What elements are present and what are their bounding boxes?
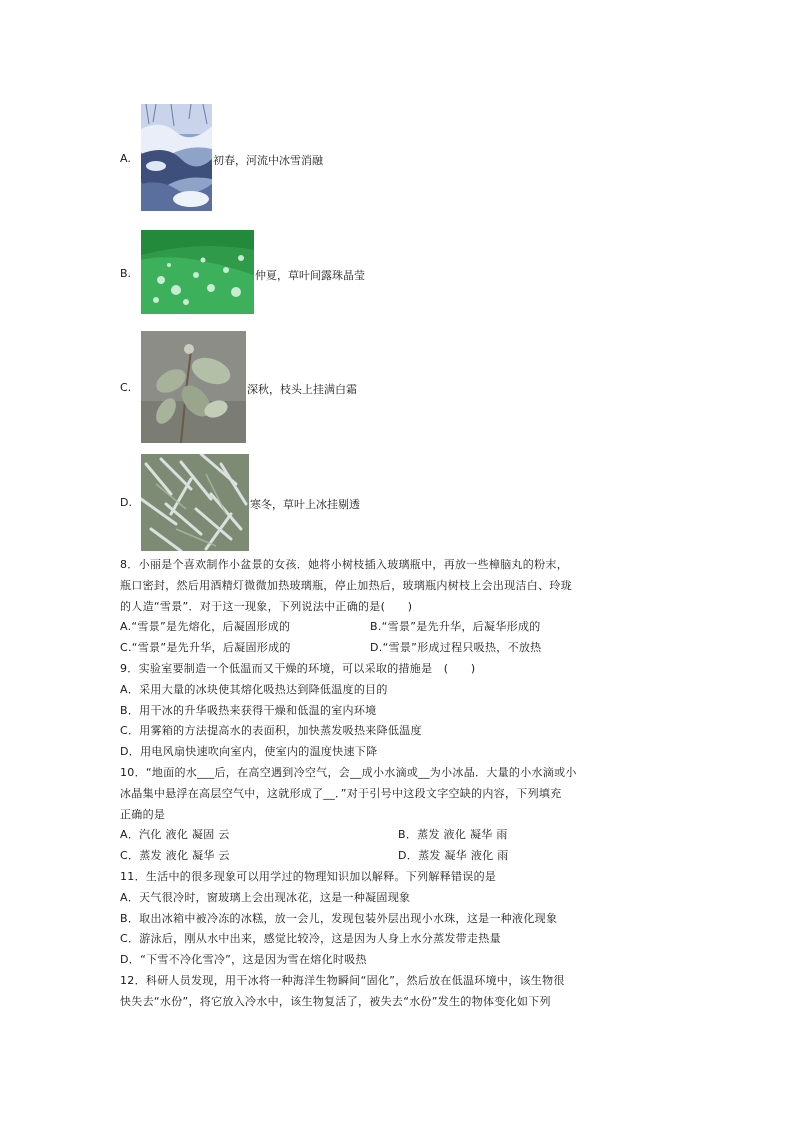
question-line: 8．小丽是个喜欢制作小盆景的女孩．她将小树枝插入玻璃瓶中，再放一些樟脑丸的粉末，	[120, 558, 568, 571]
river-ice-icon	[141, 104, 212, 211]
option-text: A．天气很冷时，窗玻璃上会出现冰花，这是一种凝固现象	[120, 890, 411, 904]
option-caption: 深秋，枝头上挂满白霜	[247, 383, 357, 396]
option-text: C．游泳后，刚从水中出来，感觉比较冷，这是因为人身上水分蒸发带走热量	[120, 932, 501, 946]
option-letter: D.	[120, 496, 132, 509]
option-text: D．“下雪不冷化雪冷”，这是因为雪在熔化时吸热	[120, 953, 367, 967]
question-10	[120, 763, 690, 867]
question-9	[120, 659, 690, 763]
option-letter: C.	[120, 381, 132, 394]
question-line: 冰晶集中悬浮在高层空气中，这就形成了__．”对于引号中这段文字空缺的内容，下列填充	[120, 786, 562, 800]
option-caption: 寒冬，草叶上冰挂剔透	[250, 498, 360, 511]
option-text: B．用干冰的升华吸热来获得干燥和低温的室内环境	[120, 703, 377, 717]
option-row	[120, 825, 690, 846]
option-letter: A.	[120, 152, 131, 165]
question-line: 9．实验室要制造一个低温而又干燥的环境，可以采取的措施是 ( )	[120, 661, 476, 675]
option-text: C．蒸发 液化 凝华 云	[120, 849, 230, 863]
option-row	[120, 846, 690, 867]
question-text-block	[120, 555, 690, 1013]
ice-grass-icon	[141, 454, 249, 551]
question-12	[120, 971, 690, 1013]
option-text: B．蒸发 液化 凝华 雨	[398, 828, 508, 842]
question-line: 正确的是	[120, 807, 166, 821]
question-line: 的人造“雪景”．对于这一现象，下列说法中正确的是( )	[120, 599, 413, 613]
option-text: C．用雾箱的方法提高水的表面积，加快蒸发吸热来降低温度	[120, 724, 422, 738]
dew-leaf-icon	[141, 230, 254, 314]
question-line: 瓶口密封，然后用酒精灯微微加热玻璃瓶，停止加热后，玻璃瓶内树枝上会出现洁白、玲珑	[120, 578, 572, 592]
frost-leaf-icon	[141, 331, 246, 443]
question-line: 10．“地面的水___后，在高空遇到冷空气，会__成小水滴或__为小冰晶．大量的小水滴或小	[120, 765, 577, 779]
option-caption: 仲夏，草叶间露珠晶莹	[255, 269, 365, 282]
question-11	[120, 867, 690, 971]
question-line: 快失去“水份”，将它放入冷水中，该生物复活了，被失去“水份”发生的物体变化如下列	[120, 994, 551, 1008]
option-row	[120, 638, 690, 659]
option-text: C.“雪景”是先升华，后凝固形成的	[120, 641, 291, 655]
option-row	[120, 617, 690, 638]
option-text: B．取出冰箱中被冷冻的冰糕，放一会儿，发现包装外层出现小水珠，这是一种液化现象	[120, 911, 558, 925]
option-text: B.“雪景”是先升华，后凝华形成的	[370, 620, 541, 634]
option-text: A.“雪景”是先熔化，后凝固形成的	[120, 620, 291, 634]
option-text: D．用电风扇快速吹向室内，使室内的温度快速下降	[120, 745, 378, 759]
option-text: A．采用大量的冰块使其熔化吸热达到降低温度的目的	[120, 682, 388, 696]
question-8	[120, 555, 690, 659]
question-line: 12．科研人员发现，用干冰将一种海洋生物瞬间“固化”，然后放在低温环境中，该生物很	[120, 973, 565, 987]
option-text: D.“雪景”形成过程只吸热，不放热	[370, 641, 542, 655]
option-text: D．蒸发 凝华 液化 雨	[398, 849, 509, 863]
option-caption: 初春，河流中冰雪消融	[213, 154, 323, 167]
option-text: A．汽化 液化 凝固 云	[120, 828, 230, 842]
option-letter: B.	[120, 267, 132, 280]
question-line: 11．生活中的很多现象可以用学过的物理知识加以解释。下列解释错误的是	[120, 869, 497, 883]
